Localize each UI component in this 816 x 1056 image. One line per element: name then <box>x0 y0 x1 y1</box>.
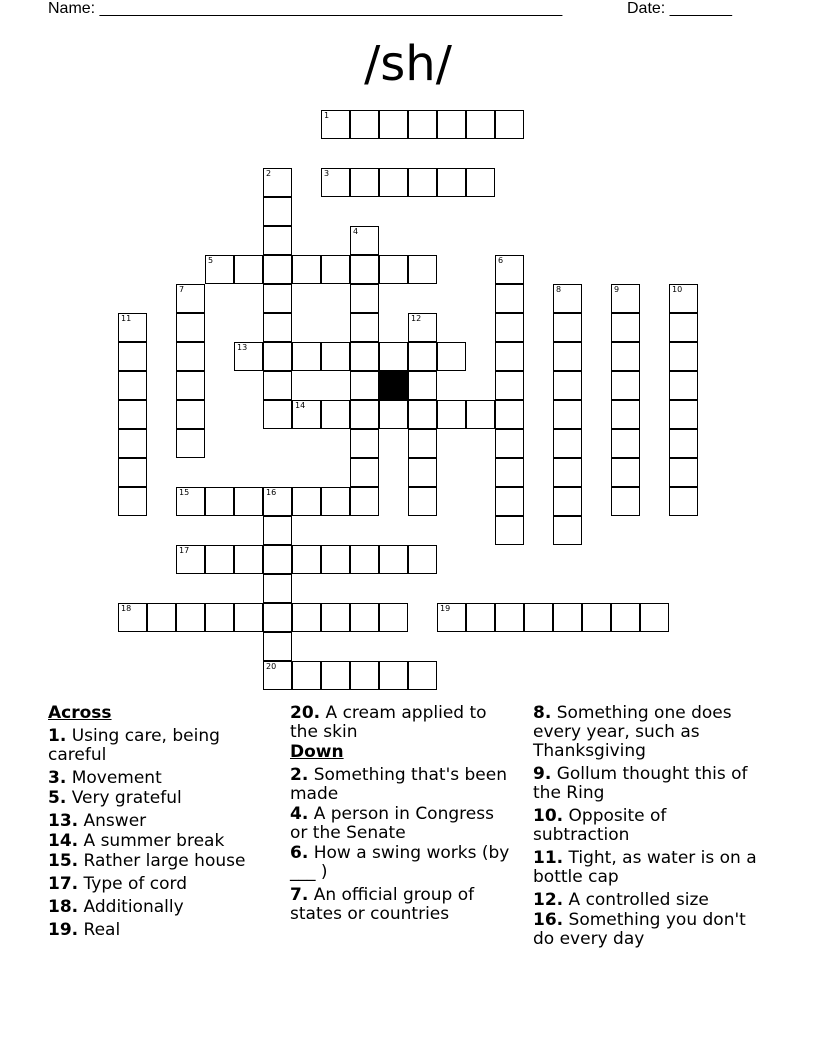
clue-across-18 <box>48 898 273 917</box>
clue-number: 11. <box>533 848 564 868</box>
clue-text: A person in Congress or the Senate <box>290 804 494 843</box>
crossword-cell[interactable] <box>553 371 582 400</box>
clue-text: Real <box>83 920 121 940</box>
crossword-cell[interactable] <box>408 313 437 342</box>
clue-number: 18. <box>48 897 79 917</box>
clue-number: 13. <box>48 811 79 831</box>
clue-down-12 <box>533 891 758 910</box>
crossword-cell[interactable] <box>118 371 147 400</box>
crossword-cell[interactable] <box>495 400 524 429</box>
clue-number-label: 13 <box>237 343 248 352</box>
crossword-cell[interactable] <box>379 110 408 139</box>
crossword-cell[interactable] <box>292 545 321 574</box>
clue-number-label: 6 <box>498 256 504 265</box>
clue-number-label: 16 <box>266 488 277 497</box>
clue-number: 1. <box>48 726 67 746</box>
clue-across-1 <box>48 727 273 765</box>
clue-number-label: 11 <box>121 314 132 323</box>
crossword-cell[interactable] <box>350 168 379 197</box>
crossword-cell[interactable] <box>263 313 292 342</box>
clue-text: Something one does every year, such as Thanksgiving <box>533 703 732 761</box>
crossword-cell[interactable] <box>669 371 698 400</box>
clue-number-label: 20 <box>266 662 277 671</box>
clue-number: 12. <box>533 890 564 910</box>
crossword-cell[interactable] <box>611 429 640 458</box>
clue-number: 3. <box>48 768 67 788</box>
clue-number-label: 10 <box>672 285 683 294</box>
crossword-cell[interactable] <box>611 603 640 632</box>
crossword-cell[interactable] <box>234 487 263 516</box>
crossword-cell[interactable] <box>263 226 292 255</box>
crossword-cell[interactable] <box>118 487 147 516</box>
crossword-cell[interactable] <box>379 400 408 429</box>
crossword-cell[interactable] <box>611 313 640 342</box>
crossword-cell[interactable] <box>263 342 292 371</box>
clue-text: A summer break <box>83 831 225 851</box>
crossword-cell[interactable] <box>205 603 234 632</box>
crossword-cell[interactable] <box>437 400 466 429</box>
crossword-cell[interactable] <box>553 284 582 313</box>
crossword-cell[interactable] <box>640 603 669 632</box>
crossword-cell[interactable] <box>350 603 379 632</box>
crossword-cell[interactable] <box>437 342 466 371</box>
clue-number: 20. <box>290 703 321 723</box>
clue-text: Opposite of subtraction <box>533 806 667 845</box>
clue-text: Tight, as water is on a bottle cap <box>533 848 757 887</box>
crossword-cell[interactable] <box>350 284 379 313</box>
crossword-cell[interactable] <box>379 545 408 574</box>
crossword-cell[interactable] <box>118 342 147 371</box>
name-field-label: Name: ____________________________________________________ <box>48 0 563 17</box>
crossword-black-cell <box>379 371 408 400</box>
crossword-cell[interactable] <box>176 429 205 458</box>
crossword-cell[interactable] <box>350 400 379 429</box>
crossword-cell[interactable] <box>611 458 640 487</box>
clue-text: Additionally <box>83 897 184 917</box>
crossword-cell[interactable] <box>408 110 437 139</box>
crossword-cell[interactable] <box>495 458 524 487</box>
clue-text: How a swing works (by ___ ) <box>290 843 510 882</box>
crossword-cell[interactable] <box>495 429 524 458</box>
clue-number-label: 5 <box>208 256 214 265</box>
crossword-cell[interactable] <box>350 226 379 255</box>
crossword-cell[interactable] <box>321 342 350 371</box>
clue-down-16 <box>533 911 758 949</box>
clue-down-7 <box>290 886 515 924</box>
clue-down-6 <box>290 844 515 882</box>
crossword-cell[interactable] <box>350 313 379 342</box>
crossword-cell[interactable] <box>350 255 379 284</box>
crossword-cell[interactable] <box>205 487 234 516</box>
clue-text: A cream applied to the skin <box>290 703 487 742</box>
clue-number-label: 8 <box>556 285 562 294</box>
clue-text: Answer <box>83 811 147 831</box>
crossword-cell[interactable] <box>611 371 640 400</box>
crossword-cell[interactable] <box>379 255 408 284</box>
crossword-cell[interactable] <box>176 371 205 400</box>
crossword-cell[interactable] <box>495 516 524 545</box>
crossword-cell[interactable] <box>176 603 205 632</box>
clue-number-label: 4 <box>353 227 359 236</box>
crossword-cell[interactable] <box>118 603 147 632</box>
crossword-cell[interactable] <box>205 255 234 284</box>
crossword-cell[interactable] <box>437 603 466 632</box>
crossword-cell[interactable] <box>263 284 292 313</box>
clue-text: Something that's been made <box>290 765 507 804</box>
clue-number-label: 12 <box>411 314 422 323</box>
crossword-cell[interactable] <box>234 603 263 632</box>
crossword-cell[interactable] <box>408 458 437 487</box>
clue-across-20 <box>290 704 515 742</box>
clue-across-14 <box>48 832 273 851</box>
clue-number: 17. <box>48 874 79 894</box>
crossword-cell[interactable] <box>408 255 437 284</box>
clue-number-label: 2 <box>266 169 272 178</box>
clue-number-label: 1 <box>324 111 330 120</box>
clue-text: Type of cord <box>83 874 188 894</box>
crossword-cell[interactable] <box>350 661 379 690</box>
crossword-cell[interactable] <box>611 342 640 371</box>
crossword-cell[interactable] <box>553 603 582 632</box>
crossword-cell[interactable] <box>350 110 379 139</box>
clue-number: 4. <box>290 804 309 824</box>
crossword-cell[interactable] <box>118 400 147 429</box>
clue-number-label: 14 <box>295 401 306 410</box>
crossword-cell[interactable] <box>553 342 582 371</box>
clue-number-label: 9 <box>614 285 620 294</box>
crossword-cell[interactable] <box>524 603 553 632</box>
crossword-cell[interactable] <box>495 313 524 342</box>
clue-down-11 <box>533 849 758 887</box>
clue-number-label: 15 <box>179 488 190 497</box>
crossword-cell[interactable] <box>350 371 379 400</box>
crossword-cell[interactable] <box>553 458 582 487</box>
crossword-cell[interactable] <box>669 458 698 487</box>
crossword-cell[interactable] <box>292 603 321 632</box>
crossword-cell[interactable] <box>466 110 495 139</box>
crossword-cell[interactable] <box>321 661 350 690</box>
crossword-cell[interactable] <box>321 255 350 284</box>
clue-across-13 <box>48 812 273 831</box>
crossword-cell[interactable] <box>466 603 495 632</box>
across-heading: Across <box>48 703 112 723</box>
crossword-cell[interactable] <box>466 400 495 429</box>
crossword-cell[interactable] <box>176 313 205 342</box>
clue-across-19 <box>48 921 273 940</box>
clue-across-5 <box>48 789 273 808</box>
page-title: /sh/ <box>364 36 452 92</box>
clue-text: Rather large house <box>83 851 246 871</box>
crossword-cell[interactable] <box>263 632 292 661</box>
crossword-cell[interactable] <box>553 313 582 342</box>
crossword-cell[interactable] <box>263 168 292 197</box>
clue-across-3 <box>48 769 273 788</box>
crossword-cell[interactable] <box>437 110 466 139</box>
clues-column-1 <box>48 704 273 944</box>
crossword-cell[interactable] <box>321 487 350 516</box>
crossword-cell[interactable] <box>292 400 321 429</box>
clue-number: 14. <box>48 831 79 851</box>
crossword-cell[interactable] <box>611 284 640 313</box>
clue-text: Very grateful <box>71 788 182 808</box>
crossword-cell[interactable] <box>408 371 437 400</box>
clue-number: 19. <box>48 920 79 940</box>
clues-column-2 <box>290 704 515 928</box>
crossword-cell[interactable] <box>669 487 698 516</box>
crossword-cell[interactable] <box>350 342 379 371</box>
crossword-cell[interactable] <box>495 342 524 371</box>
crossword-cell[interactable] <box>495 255 524 284</box>
crossword-cell[interactable] <box>495 110 524 139</box>
clue-number-label: 7 <box>179 285 185 294</box>
crossword-cell[interactable] <box>263 400 292 429</box>
clue-number: 16. <box>533 910 564 930</box>
crossword-cell[interactable] <box>553 400 582 429</box>
crossword-cell[interactable] <box>321 110 350 139</box>
crossword-cell[interactable] <box>466 168 495 197</box>
clue-number: 8. <box>533 703 552 723</box>
crossword-cell[interactable] <box>292 342 321 371</box>
clue-number: 5. <box>48 788 67 808</box>
crossword-cell[interactable] <box>263 545 292 574</box>
crossword-cell[interactable] <box>379 661 408 690</box>
clue-text: An official group of states or countries <box>290 885 475 924</box>
crossword-cell[interactable] <box>263 516 292 545</box>
crossword-cell[interactable] <box>118 429 147 458</box>
clue-text: Movement <box>71 768 162 788</box>
crossword-cell[interactable] <box>234 342 263 371</box>
clue-number: 10. <box>533 806 564 826</box>
clue-number: 9. <box>533 764 552 784</box>
clue-down-4 <box>290 805 515 843</box>
crossword-cell[interactable] <box>408 429 437 458</box>
crossword-cell[interactable] <box>147 603 176 632</box>
crossword-cell[interactable] <box>669 342 698 371</box>
clue-across-15 <box>48 852 273 871</box>
clue-number-label: 19 <box>440 604 451 613</box>
crossword-cell[interactable] <box>292 255 321 284</box>
crossword-cell[interactable] <box>321 545 350 574</box>
clue-number-label: 17 <box>179 546 190 555</box>
crossword-cell[interactable] <box>263 487 292 516</box>
crossword-cell[interactable] <box>176 487 205 516</box>
crossword-cell[interactable] <box>495 284 524 313</box>
crossword-cell[interactable] <box>408 400 437 429</box>
date-field-label: Date: _______ <box>627 0 732 17</box>
crossword-cell[interactable] <box>234 255 263 284</box>
crossword-cell[interactable] <box>292 661 321 690</box>
crossword-cell[interactable] <box>408 545 437 574</box>
crossword-cell[interactable] <box>205 545 234 574</box>
crossword-cell[interactable] <box>408 487 437 516</box>
clue-text: A controlled size <box>568 890 709 910</box>
crossword-cell[interactable] <box>350 487 379 516</box>
crossword-cell[interactable] <box>176 342 205 371</box>
clue-text: Gollum thought this of the Ring <box>533 764 748 803</box>
clue-number: 2. <box>290 765 309 785</box>
crossword-cell[interactable] <box>669 313 698 342</box>
clue-text: Using care, being careful <box>48 726 220 765</box>
clues-column-3 <box>533 704 758 953</box>
crossword-cell[interactable] <box>321 168 350 197</box>
crossword-cell[interactable] <box>176 284 205 313</box>
crossword-cell[interactable] <box>408 661 437 690</box>
crossword-cell[interactable] <box>611 400 640 429</box>
crossword-cell[interactable] <box>669 284 698 313</box>
crossword-cell[interactable] <box>118 313 147 342</box>
crossword-cell[interactable] <box>263 197 292 226</box>
crossword-cell[interactable] <box>495 487 524 516</box>
crossword-cell[interactable] <box>176 545 205 574</box>
crossword-cell[interactable] <box>321 400 350 429</box>
down-heading: Down <box>290 742 344 762</box>
crossword-cell[interactable] <box>408 168 437 197</box>
clue-number-label: 3 <box>324 169 330 178</box>
crossword-cell[interactable] <box>379 168 408 197</box>
crossword-cell[interactable] <box>118 458 147 487</box>
clue-number-label: 18 <box>121 604 132 613</box>
crossword-cell[interactable] <box>321 603 350 632</box>
clue-down-8 <box>533 704 758 761</box>
clue-number: 15. <box>48 851 79 871</box>
crossword-cell[interactable] <box>437 168 466 197</box>
crossword-cell[interactable] <box>553 516 582 545</box>
crossword-cell[interactable] <box>408 342 437 371</box>
crossword-cell[interactable] <box>495 371 524 400</box>
crossword-cell[interactable] <box>669 400 698 429</box>
crossword-cell[interactable] <box>263 574 292 603</box>
crossword-cell[interactable] <box>553 487 582 516</box>
crossword-cell[interactable] <box>379 603 408 632</box>
crossword-cell[interactable] <box>350 429 379 458</box>
crossword-cell[interactable] <box>379 342 408 371</box>
crossword-cell[interactable] <box>176 400 205 429</box>
crossword-cell[interactable] <box>234 545 263 574</box>
crossword-cell[interactable] <box>495 603 524 632</box>
clue-text: Something you don't do every day <box>533 910 746 949</box>
crossword-cell[interactable] <box>669 429 698 458</box>
clue-down-2 <box>290 766 515 804</box>
crossword-cell[interactable] <box>611 487 640 516</box>
crossword-cell[interactable] <box>582 603 611 632</box>
clue-number: 7. <box>290 885 309 905</box>
clue-across-17 <box>48 875 273 894</box>
crossword-cell[interactable] <box>263 661 292 690</box>
clue-down-9 <box>533 765 758 803</box>
crossword-cell[interactable] <box>292 487 321 516</box>
crossword-cell[interactable] <box>350 458 379 487</box>
crossword-cell[interactable] <box>263 371 292 400</box>
crossword-cell[interactable] <box>263 255 292 284</box>
crossword-cell[interactable] <box>263 603 292 632</box>
clue-down-10 <box>533 807 758 845</box>
clue-number: 6. <box>290 843 309 863</box>
crossword-cell[interactable] <box>350 545 379 574</box>
crossword-cell[interactable] <box>553 429 582 458</box>
